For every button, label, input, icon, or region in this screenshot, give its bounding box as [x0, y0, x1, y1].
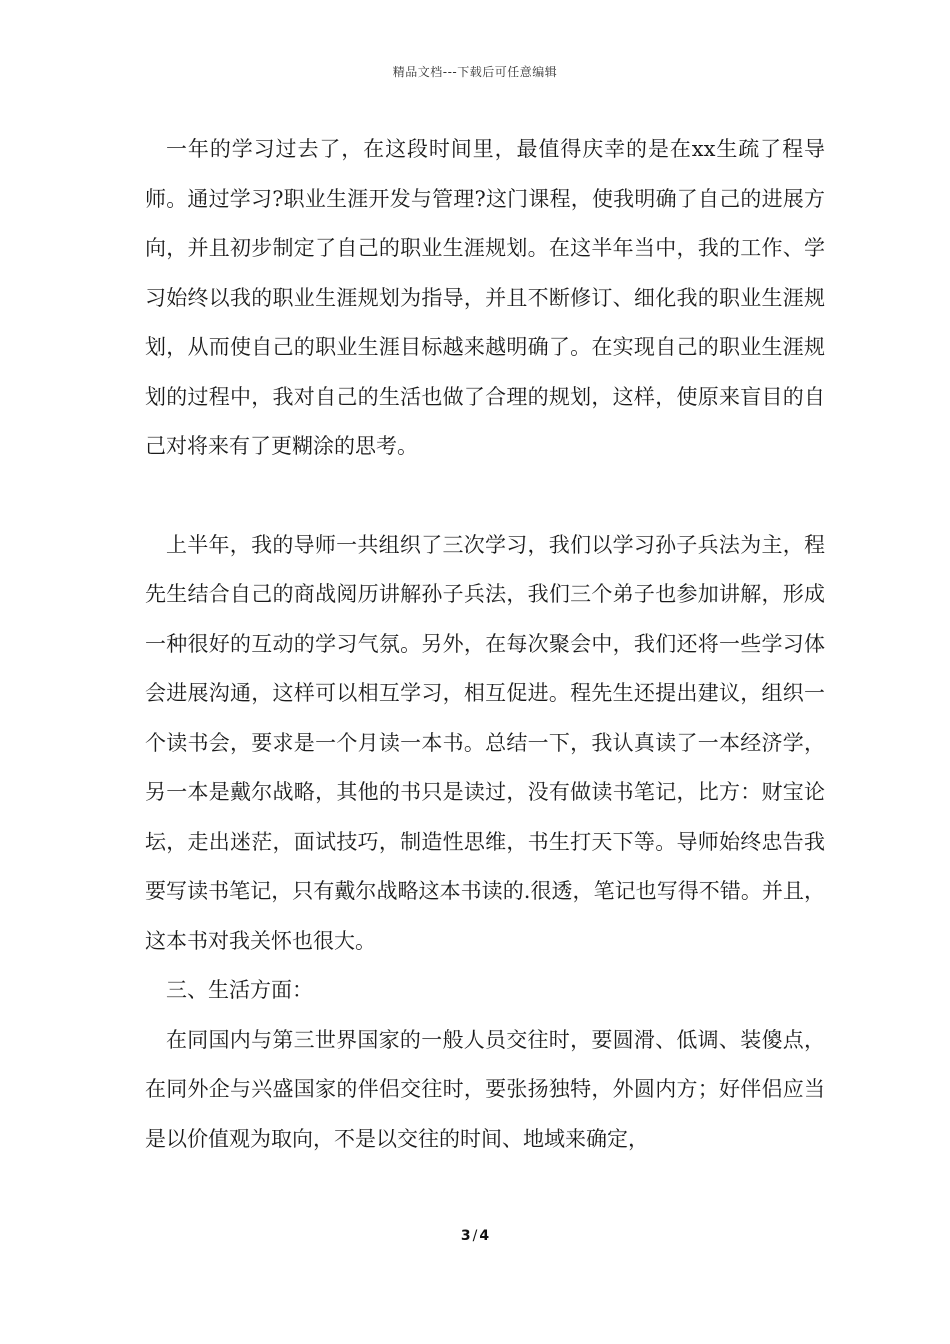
document-body: [145, 125, 825, 1164]
total-page-count: 4: [479, 1228, 490, 1244]
page-header: 精品文档---下载后可任意编辑: [392, 65, 558, 79]
page-number-separator: /: [472, 1228, 478, 1244]
paragraph-social-interaction: 在同国内与第三世界国家的一般人员交往时，要圆滑、低调、装傻点，在同外企与兴盛国家的伴侣交往时，要张扬独特，外圆内方；好伴侣应当是以价值观为取向，不是以交往的时间、地域来确定，: [145, 1027, 825, 1151]
current-page-number: 3: [460, 1228, 471, 1244]
page-number: [0, 1226, 950, 1246]
paragraph-study-sessions: 上半年，我的导师一共组织了三次学习，我们以学习孙子兵法为主，程先生结合自己的商战阅历讲解孙子兵法，我们三个弟子也参加讲解，形成一种很好的互动的学习气氛。另外，在每次聚会中，我们还将一些学习体会进展沟通，这样可以相互学习，相互促进。程先生还提出建议，组织一个读书会，要求是一个月读一本书。总结一下，我认真读了一本经济学，另一本是戴尔战略，其他的书只是读过，没有做读书笔记，比方：财宝论坛，走出迷茫，面试技巧，制造性思维，书生打天下等。导师始终忠告我要写读书笔记，只有戴尔战略这本书读的.很透，笔记也写得不错。并且，这本书对我关怀也很大。: [145, 532, 825, 953]
section-heading-life: 三、生活方面：: [166, 978, 313, 1002]
paragraph-career-planning: 一年的学习过去了，在这段时间里，最值得庆幸的是在xx生疏了程导师。通过学习?职业生涯开发与管理?这门课程，使我明确了自己的进展方向，并且初步制定了自己的职业生涯规划。在这半年当中，我的工作、学习始终以我的职业生涯规划为指导，并且不断修订、细化我的职业生涯规划，从而使自己的职业生涯目标越来越明确了。在实现自己的职业生涯规划的过程中，我对自己的生活也做了合理的规划，这样，使原来盲目的自己对将来有了更糊涂的思考。: [145, 137, 825, 458]
